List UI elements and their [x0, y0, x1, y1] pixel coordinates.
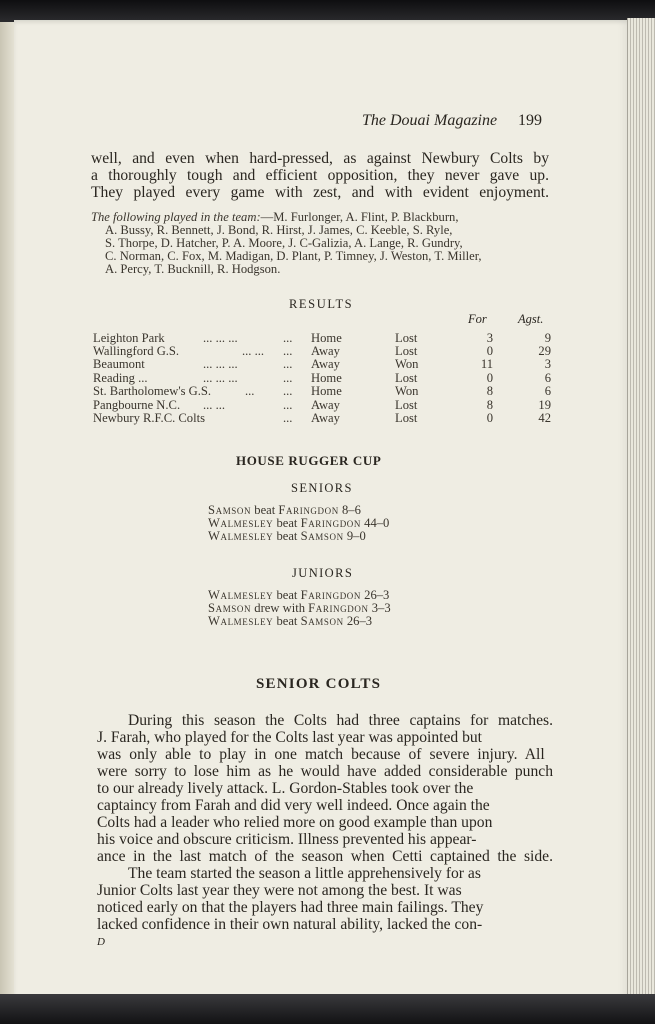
- book-top-edge: [0, 0, 655, 22]
- leader-dots: ... ... ...: [203, 371, 238, 385]
- leader-dots: ...: [283, 371, 293, 385]
- team-names: —M. Furlonger, A. Flint, P. Blackburn,: [260, 210, 459, 224]
- seniors-title: SENIORS: [291, 481, 353, 495]
- venue: Home: [311, 331, 342, 345]
- result: Won: [395, 384, 419, 398]
- score-agst: 19: [538, 398, 551, 412]
- leader-dots: ...: [283, 357, 293, 371]
- score-agst: 42: [538, 411, 551, 425]
- juniors-match: Samson drew with Faringdon 3–3: [208, 601, 391, 615]
- col-agst-header: Agst.: [518, 312, 544, 326]
- result: Lost: [395, 371, 418, 385]
- score-for: 0: [486, 411, 493, 425]
- leader-dots: ... ...: [242, 344, 265, 358]
- page-stack-edge: [627, 18, 655, 1000]
- juniors-title: JUNIORS: [292, 566, 354, 580]
- score-agst: 3: [544, 357, 551, 371]
- score-agst: 6: [544, 384, 551, 398]
- juniors-match: Walmesley beat Faringdon 26–3: [208, 588, 390, 602]
- signature-mark: D: [97, 936, 105, 948]
- team-line: S. Thorpe, D. Hatcher, P. A. Moore, J. C-Galizia, A. Lange, R. Gundry,: [105, 236, 463, 250]
- leader-dots: ... ...: [203, 398, 226, 412]
- book-bottom-edge: [0, 994, 655, 1024]
- score-for: 0: [486, 344, 493, 358]
- score-for: 0: [486, 371, 493, 385]
- house-cup-title: HOUSE RUGGER CUP: [236, 453, 382, 468]
- paragraph-line: Colts had a leader who relied more on good example than upon: [97, 814, 493, 831]
- paragraph-line: were sorry to lose him as he would have added considerable punch: [97, 763, 553, 780]
- score-for: 11: [480, 357, 493, 371]
- results-title: RESULTS: [289, 297, 354, 311]
- venue: Away: [311, 411, 340, 425]
- team-line: A. Percy, T. Bucknill, R. Hodgson.: [105, 262, 281, 276]
- seniors-match: Walmesley beat Samson 9–0: [208, 529, 366, 543]
- leader-dots: ...: [283, 384, 293, 398]
- opponent: St. Bartholomew's G.S.: [93, 384, 212, 398]
- paragraph-line: captaincy from Farah and did very well indeed. Once again the: [97, 797, 490, 814]
- venue: Away: [311, 344, 340, 358]
- seniors-match: Samson beat Faringdon 8–6: [208, 503, 361, 517]
- score-agst: 9: [544, 331, 551, 345]
- intro-line: They played every game with zest, and with evident enjoyment.: [91, 184, 549, 201]
- result: Lost: [395, 344, 418, 358]
- paragraph-line: ance in the last match of the season when Cetti captained the side.: [97, 848, 553, 865]
- score-agst: 6: [544, 371, 551, 385]
- leader-dots: ...: [283, 411, 293, 425]
- page-number: 199: [518, 112, 542, 129]
- senior-colts-title: SENIOR COLTS: [256, 676, 382, 692]
- leader-dots: ...: [283, 398, 293, 412]
- leader-dots: ...: [283, 331, 293, 345]
- intro-line: a thoroughly tough and efficient opposition, they never gave up.: [91, 167, 549, 184]
- intro-line: well, and even when hard-pressed, as against Newbury Colts by: [91, 150, 549, 167]
- venue: Home: [311, 384, 342, 398]
- col-for-header: For: [468, 312, 487, 326]
- venue: Away: [311, 357, 340, 371]
- seniors-match: Walmesley beat Faringdon 44–0: [208, 516, 390, 530]
- leader-dots: ...: [245, 384, 255, 398]
- venue: Away: [311, 398, 340, 412]
- venue: Home: [311, 371, 342, 385]
- team-line: A. Bussy, R. Bennett, J. Bond, R. Hirst, J. James, C. Keeble, S. Ryle,: [105, 223, 453, 237]
- paragraph-line: Junior Colts last year they were not among the best. It was: [97, 882, 462, 899]
- facing-page-strip: [0, 22, 14, 994]
- result: Lost: [395, 331, 418, 345]
- leader-dots: ... ... ...: [203, 357, 238, 371]
- result: Lost: [395, 398, 418, 412]
- score-agst: 29: [538, 344, 551, 358]
- team-line: C. Norman, C. Fox, M. Madigan, D. Plant, P. Timney, J. Weston, T. Miller,: [105, 249, 482, 263]
- result: Won: [395, 357, 419, 371]
- opponent: Leighton Park: [93, 331, 165, 345]
- paragraph-line: During this season the Colts had three captains for matches.: [128, 712, 553, 729]
- team-lead: The following played in the team:: [91, 210, 261, 224]
- opponent: Newbury R.F.C. Colts: [93, 411, 205, 425]
- paragraph-line: lacked confidence in their own natural ability, lacked the con-: [97, 916, 483, 933]
- juniors-match: Walmesley beat Samson 26–3: [208, 614, 373, 628]
- running-header-title: The Douai Magazine: [362, 112, 498, 129]
- opponent: Beaumont: [93, 357, 145, 371]
- paragraph-line: to our already lively attack. L. Gordon-Stables took over the: [97, 780, 474, 797]
- paragraph-line: was only able to play in one match because of severe injury. All: [97, 746, 545, 763]
- paragraph-line: J. Farah, who played for the Colts last year was appointed but: [97, 729, 482, 746]
- paragraph-line: The team started the season a little apprehensively for as: [128, 865, 481, 882]
- opponent: Wallingford G.S.: [93, 344, 180, 358]
- result: Lost: [395, 411, 418, 425]
- opponent: Reading ...: [93, 371, 148, 385]
- leader-dots: ... ... ...: [203, 331, 238, 345]
- score-for: 3: [486, 331, 493, 345]
- opponent: Pangbourne N.C.: [93, 398, 181, 412]
- score-for: 8: [486, 384, 493, 398]
- leader-dots: ...: [283, 344, 293, 358]
- paragraph-line: noticed early on that the players had three main failings. They: [97, 899, 484, 916]
- score-for: 8: [486, 398, 493, 412]
- paragraph-line: his voice and obscure criticism. Illness prevented his appear-: [97, 831, 477, 848]
